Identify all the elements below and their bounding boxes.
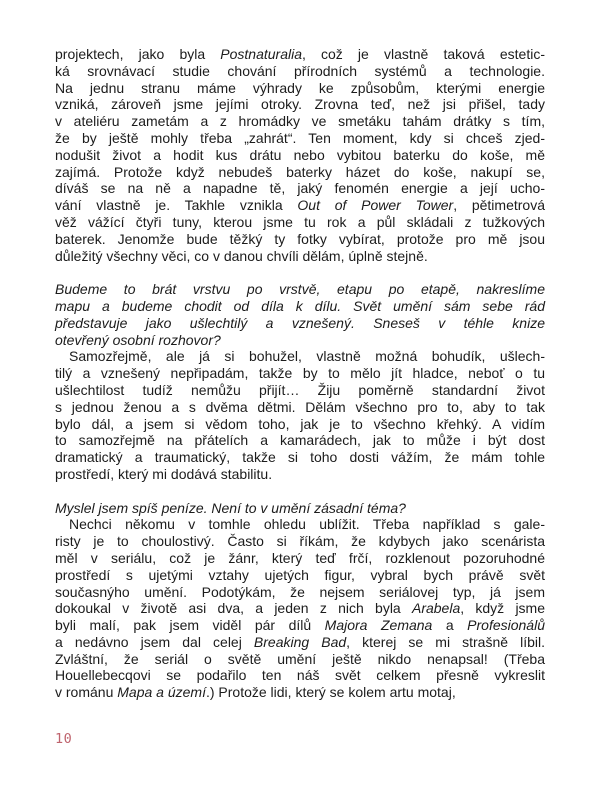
text-line xyxy=(55,348,545,365)
body-text: ká srovnávací studie chování přírodních systémů a technologie. xyxy=(55,62,545,79)
body-text: otevřený osobní rozhovor? xyxy=(55,331,221,348)
text-line xyxy=(55,399,545,416)
text-line xyxy=(55,365,545,382)
text-line xyxy=(55,197,545,214)
text-line xyxy=(55,500,545,517)
body-text: Na jednu stranu máme výhrady ke způsobům, kterými energie xyxy=(55,79,545,96)
text-line xyxy=(55,298,545,315)
body-text: s jednou ženou a s dvěma dětmi. Dělám všechno pro to, aby to tak xyxy=(55,398,545,415)
body-text: prostředí s ujetými vztahy ujetých figur, vybral bych právě svět xyxy=(55,566,545,583)
body-text: bylo dál, a jsem si vědom toho, jak je to všechno křehký. A vidím xyxy=(55,415,545,432)
text-line xyxy=(55,315,545,332)
body-text: Nechci někomu v tomhle ohledu ublížit. Třeba například s gale- xyxy=(69,516,545,533)
body-text: vzniká, zároveň jsme jejími otroky. Zrovna teď, než jsi přišel, tady xyxy=(55,96,545,113)
text-line xyxy=(55,164,545,181)
body-text: v románu xyxy=(55,684,118,701)
interview-answer xyxy=(55,348,545,482)
text-line xyxy=(55,46,545,63)
text-line xyxy=(55,466,545,483)
italic-title-text: Breaking Bad xyxy=(253,633,347,650)
body-text: ušlechtilost tudíž nemůžu přijít… Žiju poměrně standardní život xyxy=(55,381,545,398)
body-text: důležitý všechny věci, co v danou chvíli dělám, úplně stejně. xyxy=(55,247,428,264)
body-text: Zvláštní, že seriál o světě umění ještě nikdo nenapsal! (Třeba xyxy=(55,650,545,667)
page-number: 10 xyxy=(55,731,73,747)
text-line xyxy=(55,533,545,550)
text-column xyxy=(55,46,545,701)
text-line xyxy=(55,113,545,130)
body-text: projektech, jako byla xyxy=(55,46,221,62)
body-text: , když jsme xyxy=(460,600,546,617)
body-text: věž vážící čtyři tuny, kterou jsme tu rok a půl skládali z tužkových xyxy=(55,213,545,230)
body-text: Houellebecqovi se podařilo ten náš svět celkem přesně vykreslit xyxy=(55,667,545,684)
body-text: baterek. Jenomže bude těžký ty fotky vybírat, protože pro mě jsou xyxy=(55,230,545,247)
body-text: , což je vlastně taková estetic- xyxy=(301,46,545,62)
body-text: dokoukal v životě asi dva, a jeden z nich byla xyxy=(55,600,412,617)
italic-title-text: Postnaturalia xyxy=(220,46,302,62)
text-line xyxy=(55,567,545,584)
text-line xyxy=(55,382,545,399)
italic-title-text: Arabela xyxy=(411,600,461,617)
body-text: byli malí, pak jsem viděl pár dílů xyxy=(55,617,325,634)
text-line xyxy=(55,684,545,701)
text-line xyxy=(55,147,545,164)
body-text: současnýho umění. Podotýkám, že nejsem seriálovej typ, já jsem xyxy=(55,583,545,600)
text-line xyxy=(55,231,545,248)
body-text: dramatický a traumatický, takže si toho dosti vážím, že mám tohle xyxy=(55,449,545,466)
text-line xyxy=(55,550,545,567)
text-line xyxy=(55,617,545,634)
text-line xyxy=(55,651,545,668)
body-text: Samozřejmě, ale já si bohužel, vlastně možná bohudík, ušlech- xyxy=(69,348,545,365)
interview-answer xyxy=(55,516,545,701)
body-text: v ateliéru zametám a z hromádky ve smetáku tahám drátky s tím, xyxy=(55,113,545,130)
text-line xyxy=(55,63,545,80)
italic-title-text: Mapa a území xyxy=(117,684,206,701)
body-text: vání vlastně je. Takhle vznikla xyxy=(55,197,298,214)
body-text: mapu a budeme chodit od díla k dílu. Svět umění sám sebe rád xyxy=(55,297,545,314)
text-line xyxy=(55,130,545,147)
text-line xyxy=(55,96,545,113)
text-line xyxy=(55,449,545,466)
body-text: díváš se na ně a napadne tě, jaký fenomén energie a její ucho- xyxy=(55,180,545,197)
text-line xyxy=(55,214,545,231)
body-text: zajímá. Protože když nebudeš baterky házet do koše, nakupí se, xyxy=(55,163,545,180)
body-text: prostředí, který mi dodává stabilitu. xyxy=(55,465,273,482)
text-line xyxy=(55,332,545,349)
body-text: měl v seriálu, což je žánr, který teď frčí, rozklenout pozoruhodné xyxy=(55,549,545,566)
body-text: , pětimetrová xyxy=(453,197,545,214)
body-text: a nedávno jsem dal celej xyxy=(55,633,254,650)
italic-title-text: Majora Zemana xyxy=(324,617,433,634)
body-text: Budeme to brát vrstvu po vrstvě, etapu po etapě, nakreslíme xyxy=(55,281,545,298)
body-text: risty je to choulostivý. Často si říkám, že kdybych jako scenárista xyxy=(55,533,545,550)
text-line xyxy=(55,432,545,449)
body-text: , kterej se mi strašně líbil. xyxy=(346,633,546,650)
text-line xyxy=(55,281,545,298)
body-text: že by ještě mohly třeba „zahrát“. Ten moment, kdy si chceš zjed- xyxy=(55,129,545,146)
italic-title-text: Out of Power Tower xyxy=(297,197,454,214)
text-line xyxy=(55,180,545,197)
text-line xyxy=(55,248,545,265)
body-text: .) Protože lidi, který se kolem artu motaj, xyxy=(205,684,456,701)
text-line xyxy=(55,584,545,601)
text-line xyxy=(55,634,545,651)
text-line xyxy=(55,600,545,617)
text-line xyxy=(55,416,545,433)
text-line xyxy=(55,80,545,97)
interview-answer xyxy=(55,46,545,264)
italic-title-text: Profesionálů xyxy=(467,617,545,634)
interview-question xyxy=(55,281,545,348)
body-text: to samozřejmě na přátelích a kamarádech, jak to může i být dost xyxy=(55,432,545,449)
body-text: tilý a vznešený nepřipadám, takže by to mělo jít hladce, neboť o tu xyxy=(55,365,545,382)
body-text: a xyxy=(432,617,468,634)
body-text: nodušit život a hodit kus drátu nebo vybitou baterku do koše, mě xyxy=(55,146,545,163)
interview-question xyxy=(55,500,545,517)
text-line xyxy=(55,667,545,684)
body-text: Myslel jsem spíš peníze. Není to v umění zásadní téma? xyxy=(55,499,406,516)
text-line xyxy=(55,516,545,533)
body-text: představuje jako ušlechtilý a vznešený. Sneseš v téhle knize xyxy=(55,314,545,331)
